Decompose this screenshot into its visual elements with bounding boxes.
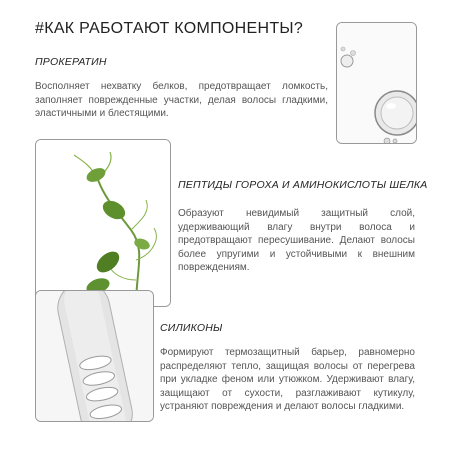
heading-peptides: ПЕПТИДЫ ГОРОХА И АМИНОКИСЛОТЫ ШЕЛКА <box>178 179 428 191</box>
heading-silicones: СИЛИКОНЫ <box>160 322 223 334</box>
heading-prokeratin: ПРОКЕРАТИН <box>35 56 107 68</box>
water-drops-image <box>337 23 416 143</box>
page-title: #КАК РАБОТАЮТ КОМПОНЕНТЫ? <box>35 20 304 37</box>
text-prokeratin: Восполняет нехватку белков, предотвращает ломкость, заполняет поврежденные участки, делая волосы гладкими, эластичными и блестящими. <box>35 81 328 120</box>
drops-image-card <box>336 22 417 144</box>
silicone-capsules-image <box>36 291 153 421</box>
pea-plant-image-card <box>35 139 171 307</box>
silicone-image-card <box>35 290 154 422</box>
text-silicones: Формируют термозащитный барьер, равномерно распределяют тепло, защищая волосы от перегрева при укладке феном или утюжком. Удерживают влагу, защищают от сухости, разглаживают кутикулу, устраняют повреждения и делают волосы гладкими. <box>160 347 415 413</box>
text-peptides: Образуют невидимый защитный слой, удерживающий влагу внутри волоса и предотвращают пересушивание. Делают волосы более упругими и устойчивыми к внешним повреждениям. <box>178 208 415 274</box>
pea-plant-image <box>36 140 170 306</box>
